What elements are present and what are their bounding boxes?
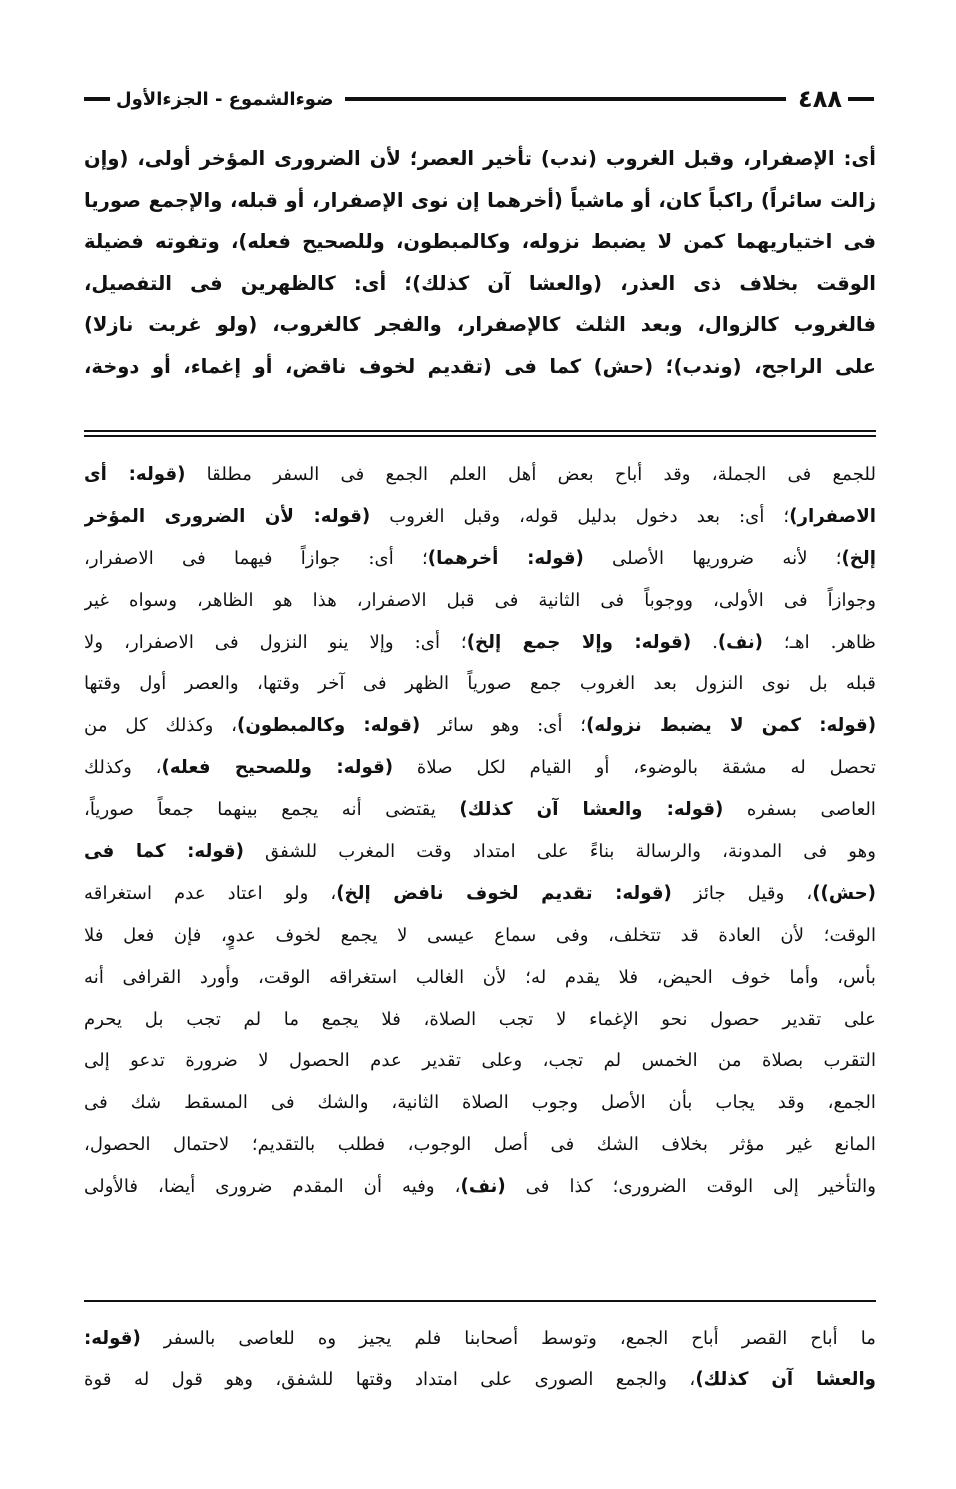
bold-citation: (قوله: تقديم لخوف نافض إلخ) (336, 882, 672, 904)
text-run: ؛ أى: وهو سائر (420, 715, 587, 737)
commentary-line (84, 705, 876, 747)
bold-citation: (حش)) (812, 882, 876, 904)
header-dash (84, 97, 110, 101)
main-text (84, 138, 876, 388)
commentary-line (84, 747, 876, 789)
text-run: ، وكذلك (84, 757, 162, 779)
text-run: تحصل له مشقة بالوضوء، أو القيام لكل صلاة (393, 757, 876, 779)
commentary-line (84, 663, 876, 705)
commentary-line (84, 1124, 876, 1166)
footnote-line (84, 1318, 876, 1359)
bold-citation: (قوله: (84, 1328, 141, 1349)
text-run: العاصى بسفره (723, 799, 876, 821)
text-run: التقرب بصلاة من الخمس لم تجب، وعلى تقدير عدم الحصول لا ضرورة تدعو إلى (84, 1050, 876, 1072)
main-text-line: فالغروب كالزوال، وبعد الثلث كالإصفرار، والفجر كالغروب، (ولو غربت نازلا) (84, 313, 876, 337)
bold-citation: (قوله: كمن لا يضبط نزوله) (586, 715, 876, 737)
text-run: قبله بل نوى النزول بعد الغروب جمع صورياً الظهر فى آخر وقتها، والعصر أول وقتها (84, 673, 876, 695)
bold-citation: والعشا آن كذلك) (695, 1369, 876, 1390)
page-number: ٤٨٨ (798, 85, 842, 113)
text-run: ، وفيه أن المقدم ضرورى أيضا، فالأولى (84, 1176, 461, 1198)
text-run: . (691, 631, 718, 653)
header-rule (345, 97, 786, 101)
commentary-line (84, 831, 876, 873)
main-text-line: الوقت بخلاف ذى العذر، (والعشا آن كذلك)؛ أى: كالظهرين فى التفصيل، (84, 271, 876, 295)
bold-citation: (قوله: والعشا آن كذلك) (459, 799, 724, 821)
text-run: يقتضى أنه يجمع بينهما جمعاً صورياً، (84, 799, 460, 821)
text-run: المانع غير مؤثر بخلاف الشك فى أصل الوجوب، فطلب بالتقديم؛ لاحتمال الحصول، (84, 1134, 876, 1156)
page-header (84, 82, 874, 116)
bold-citation: (قوله: لأن الضرورى المؤخر (84, 505, 371, 527)
footnote-divider (84, 1300, 876, 1302)
commentary-line (84, 915, 876, 957)
header-dash (848, 97, 874, 101)
commentary-line (84, 538, 876, 580)
bold-citation: (نف) (717, 631, 763, 653)
text-run: ؛ أى: وإلا ينو النزول فى الاصفرار، ولا (84, 631, 467, 653)
commentary-line (84, 999, 876, 1041)
text-run: ، وقيل جائز (671, 882, 813, 904)
commentary-line (84, 1082, 876, 1124)
commentary-line (84, 622, 876, 664)
main-text-divider (84, 430, 876, 437)
main-text-line: أى: الإصفرار، وقبل الغروب (ندب) تأخير العصر؛ لأن الضرورى المؤخر أولى، (وإن (84, 147, 876, 170)
text-run: ، والجمع الصورى على امتداد وقتها للشفق، وهو قول له قوة (84, 1369, 696, 1390)
bold-citation: إلخ) (841, 547, 876, 569)
footnote-text (84, 1318, 876, 1400)
text-run: ظاهر. اهـ؛ (762, 631, 876, 653)
text-run: ، وكذلك كل من (84, 715, 238, 737)
text-run: على تقدير حصول نحو الإغماء لا تجب الصلاة، فلا يجمع ما لم تجب بل يحرم (84, 1008, 876, 1030)
running-title: ضوءالشموع - الجزءالأول (116, 88, 334, 110)
bold-citation: (قوله: وإلا جمع إلخ) (466, 631, 692, 653)
commentary-line (84, 1040, 876, 1082)
text-run: الجمع، وقد يجاب بأن الأصل وجوب الصلاة الثانية، والشك فى المسقط شك فى (84, 1092, 876, 1114)
text-run: والتأخير إلى الوقت الضرورى؛ كذا فى (505, 1176, 876, 1198)
bold-citation: (قوله: وللصحيح فعله) (161, 757, 394, 779)
commentary-text (84, 454, 876, 1208)
bold-citation: (قوله: كما فى (84, 841, 244, 863)
main-text-line: زالت سائراً) راكباً كان، أو ماشياً (أخرهما إن نوى الإصفرار، أو قبله، والإجمع صوريا (84, 188, 876, 212)
commentary-line (84, 1166, 876, 1208)
text-run: بأس، وأما خوف الحيض، فلا يقدم له؛ لأن الغالب استغراقه الوقت، وأورد القرافى أنه (84, 966, 876, 988)
text-run: ؛ لأنه ضروريها الأصلى (583, 547, 842, 569)
footnote-line (84, 1359, 876, 1400)
commentary-line (84, 789, 876, 831)
bold-citation: الاصفرار) (789, 505, 876, 527)
bold-citation: (نف) (460, 1176, 506, 1198)
text-run: ؛ أى: بعد دخول بدليل قوله، وقبل الغروب (370, 505, 790, 527)
commentary-line (84, 957, 876, 999)
commentary-line (84, 873, 876, 915)
text-run: وجوازاً فى الأولى، ووجوباً فى الثانية فى قبل الاصفرار، هذا هو الظاهر، وسواه غير (84, 589, 876, 611)
commentary-line (84, 496, 876, 538)
main-text-line: فى اختياريهما كمن لا يضبط نزوله، وكالمبطون، وللصحيح فعله)، وتفوته فضيلة (84, 230, 876, 254)
bold-citation: (قوله: أى (84, 464, 186, 485)
text-run: الوقت؛ لأن العادة قد تتخلف، وفى سماع عيسى لا يجمع لخوف عدوٍ، فإن فعل فلا (84, 924, 876, 946)
text-run: وهو فى المدونة، والرسالة بناءً على امتداد وقت المغرب للشفق (243, 841, 876, 863)
bold-citation: (قوله: وكالمبطون) (237, 715, 421, 737)
commentary-line (84, 454, 876, 496)
text-run: ؛ أى: جوازاً فيهما فى الاصفرار، (84, 547, 428, 569)
main-text-line: على الراجح، (وندب)؛ (حش) كما فى (تقديم لخوف ناقض، أو إغماء، أو دوخة، (84, 354, 876, 378)
text-run: ، ولو اعتاد عدم استغراقه (84, 882, 337, 904)
text-run: للجمع فى الجملة، وقد أباح بعض أهل العلم الجمع فى السفر مطلقا (185, 464, 876, 485)
bold-citation: (قوله: أخرهما) (427, 547, 584, 569)
text-run: ما أباح القصر أباح الجمع، وتوسط أصحابنا فلم يجيز وه للعاصى بالسفر (140, 1328, 876, 1349)
commentary-line (84, 580, 876, 622)
